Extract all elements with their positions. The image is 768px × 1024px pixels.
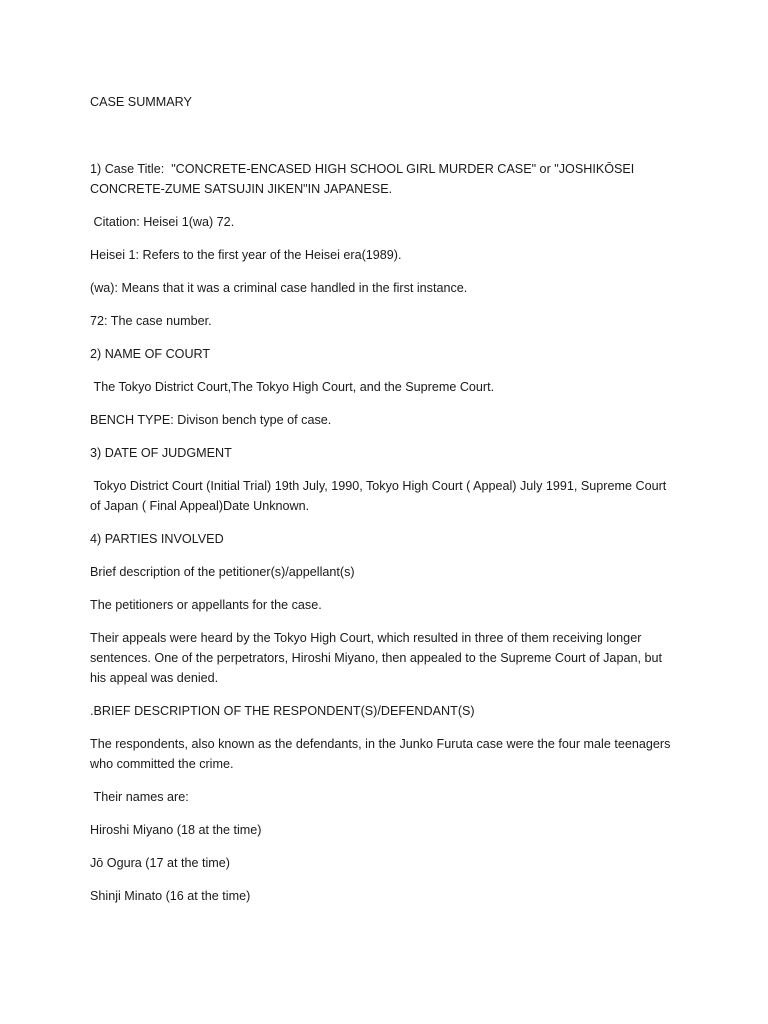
document-heading: CASE SUMMARY bbox=[90, 95, 192, 109]
heisei-note: Heisei 1: Refers to the first year of the Heisei era(1989). bbox=[90, 248, 402, 262]
parties-heading: 4) PARTIES INVOLVED bbox=[90, 532, 224, 546]
citation: Citation: Heisei 1(wa) 72. bbox=[90, 215, 235, 229]
respondent-text: The respondents, also known as the defendants, in the Junko Furuta case were the four male teenagers who committed the crime. bbox=[90, 737, 674, 771]
defendant-name: Hiroshi Miyano (18 at the time) bbox=[90, 823, 262, 837]
wa-note: (wa): Means that it was a criminal case handled in the first instance. bbox=[90, 281, 468, 295]
bench-type: BENCH TYPE: Divison bench type of case. bbox=[90, 413, 332, 427]
defendant-name: Jō Ogura (17 at the time) bbox=[90, 856, 230, 870]
defendant-name: Shinji Minato (16 at the time) bbox=[90, 889, 251, 903]
petitioner-text: The petitioners or appellants for the case. bbox=[90, 598, 322, 612]
document-page bbox=[90, 92, 680, 906]
respondent-heading: .BRIEF DESCRIPTION OF THE RESPONDENT(S)/DEFENDANT(S) bbox=[90, 704, 475, 718]
judgment-text: Tokyo District Court (Initial Trial) 19th July, 1990, Tokyo High Court ( Appeal) July 1991, Supreme Court of Japan ( Final Appeal)Date Unknown. bbox=[90, 479, 670, 513]
judgment-heading: 3) DATE OF JUDGMENT bbox=[90, 446, 232, 460]
case-title: 1) Case Title: "CONCRETE-ENCASED HIGH SCHOOL GIRL MURDER CASE" or "JOSHIKŌSEI CONCRETE-ZUME SATSUJIN JIKEN"IN JAPANESE. bbox=[90, 162, 638, 196]
appeals-text: Their appeals were heard by the Tokyo High Court, which resulted in three of them receiving longer sentences. One of the perpetrators, Hiroshi Miyano, then appealed to the Supreme Court of Japan, but his appeal was denied. bbox=[90, 631, 666, 685]
names-intro: Their names are: bbox=[90, 790, 189, 804]
court-heading: 2) NAME OF COURT bbox=[90, 347, 211, 361]
court-text: The Tokyo District Court,The Tokyo High Court, and the Supreme Court. bbox=[90, 380, 495, 394]
petitioner-heading: Brief description of the petitioner(s)/appellant(s) bbox=[90, 565, 355, 579]
case-number-note: 72: The case number. bbox=[90, 314, 212, 328]
